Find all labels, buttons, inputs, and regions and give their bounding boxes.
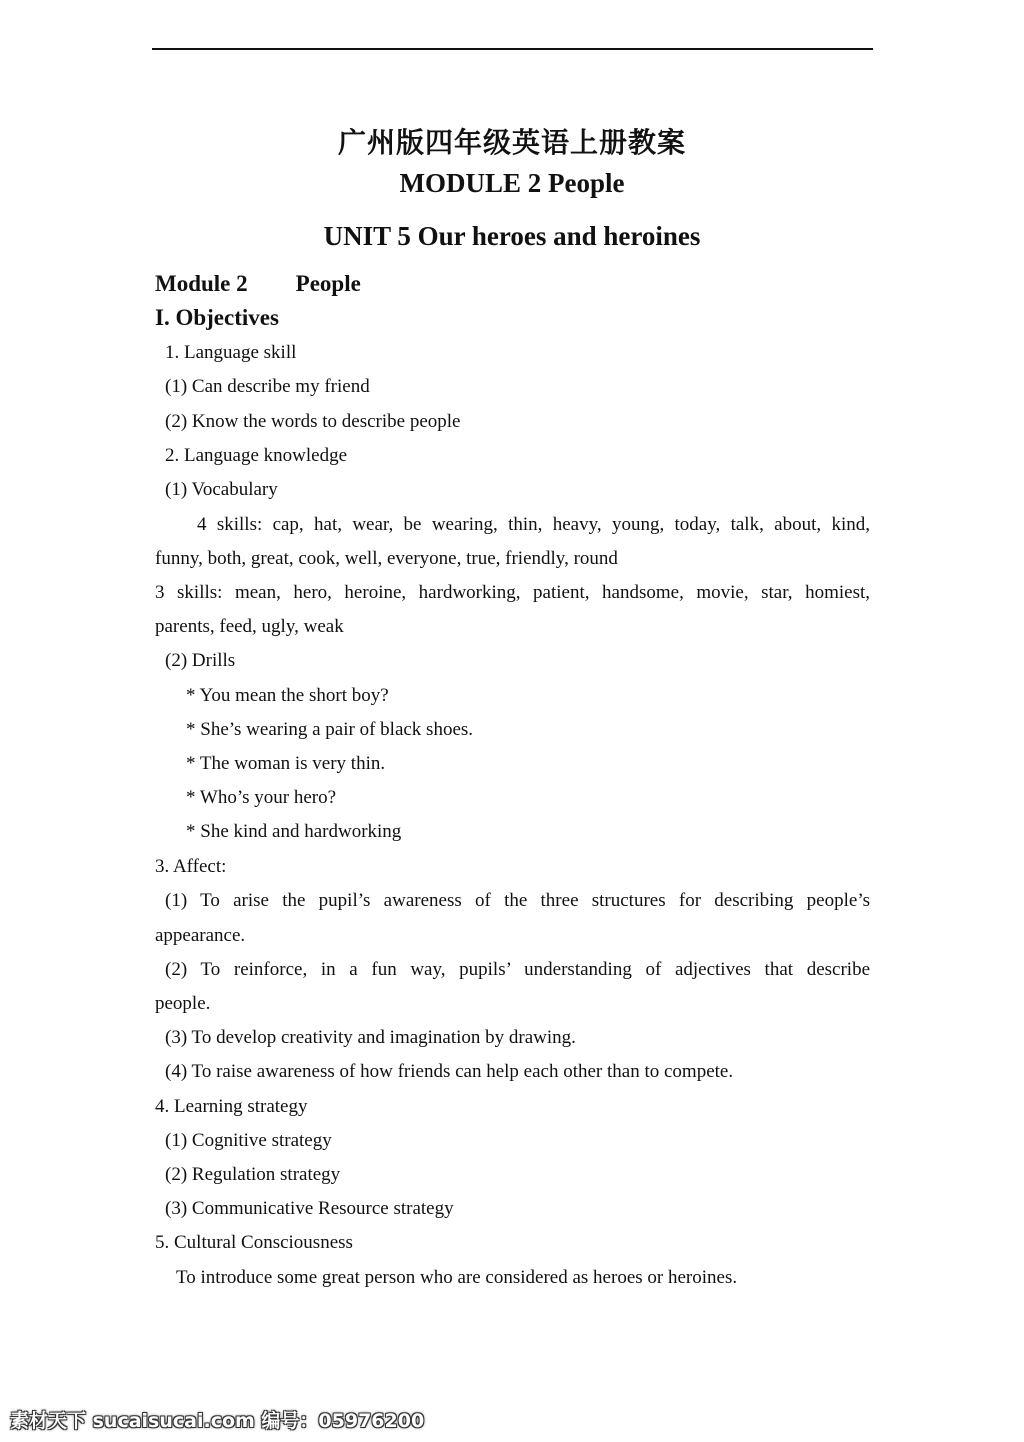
module-number: Module 2 [155,271,248,296]
drill-item: * She’s wearing a pair of black shoes. [186,719,474,740]
unit-title: UNIT 5 Our heroes and heroines [323,221,701,251]
list-item: (2) Know the words to describe people [165,411,461,432]
objectives-heading: I. Objectives [155,305,279,330]
list-item: 5. Cultural Consciousness [155,1232,353,1253]
list-item: 3. Affect: [155,856,227,877]
affect-item: (3) To develop creativity and imagination by drawing. [165,1027,576,1048]
affect-item: (1) To arise the pupil’s awareness of the three structures for describing people’s [165,890,870,911]
drill-item: * You mean the short boy? [186,685,389,706]
drill-item: * She kind and hardworking [186,821,402,842]
list-item: 1. Language skill [165,342,297,363]
affect-item: (2) To reinforce, in a fun way, pupils’ understanding of adjectives that describe [165,959,870,980]
list-item: 2. Language knowledge [165,445,348,466]
module-title: MODULE 2 People [399,168,625,198]
affect-item-cont: appearance. [155,925,246,946]
strategy-item: (2) Regulation strategy [165,1164,341,1185]
module-topic: People [295,271,361,296]
header-rule [152,48,873,50]
vocabulary-3-skills: 3 skills: mean, hero, heroine, hardworking, patient, handsome, movie, star, homiest, [155,582,870,603]
cultural-item: To introduce some great person who are considered as heroes or heroines. [176,1267,738,1288]
drill-item: * Who’s your hero? [186,787,337,808]
vocabulary-4-skills-cont: funny, both, great, cook, well, everyone, true, friendly, round [155,548,618,569]
document-title-chinese: 广州版四年级英语上册教案 [337,126,686,159]
vocabulary-4-skills: 4 skills: cap, hat, wear, be wearing, thin, heavy, young, today, talk, about, kind, [197,514,870,535]
vocabulary-3-skills-cont: parents, feed, ugly, weak [155,616,344,637]
module-heading [155,272,361,295]
list-item: (1) Can describe my friend [165,376,370,397]
drill-item: * The woman is very thin. [186,753,386,774]
strategy-item: (1) Cognitive strategy [165,1130,332,1151]
affect-item-cont: people. [155,993,211,1014]
list-item: (2) Drills [165,650,236,671]
list-item: (1) Vocabulary [165,479,278,500]
affect-item: (4) To raise awareness of how friends can help each other than to compete. [165,1061,734,1082]
list-item: 4. Learning strategy [155,1096,308,1117]
watermark: 素材天下 sucaisucai.com 编号：05976200 [10,1410,425,1432]
strategy-item: (3) Communicative Resource strategy [165,1198,454,1219]
